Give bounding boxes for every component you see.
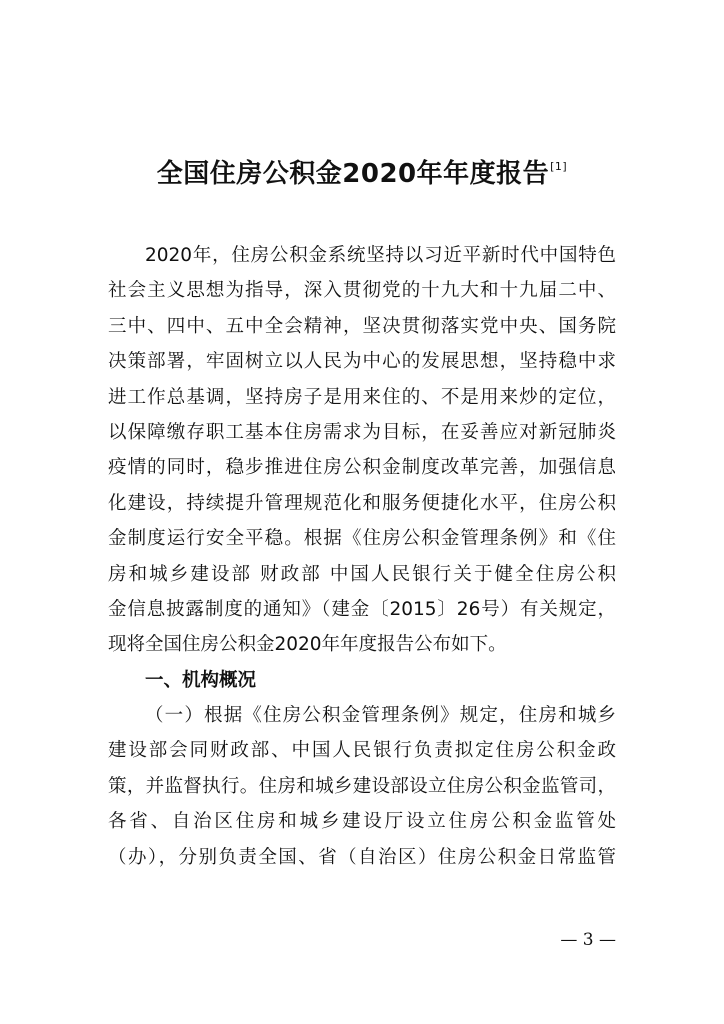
paragraph-2-line-3: 策，并监督执行。住房和城乡建设部设立住房公积金监管司， bbox=[108, 775, 616, 797]
paragraph-2-line-5: （办），分别负责全国、省（自治区）住房公积金日常监管 bbox=[108, 846, 616, 868]
paragraph-1-line-6: 以保障缴存职工基本住房需求为目标，在妥善应对新冠肺炎 bbox=[108, 421, 616, 443]
paragraph-2-line-2: 建设部会同财政部、中国人民银行负责拟定住房公积金政 bbox=[108, 740, 616, 762]
paragraph-1-line-11: 金信息披露制度的通知》（建金〔2015〕26号）有关规定， bbox=[108, 598, 616, 620]
document-title-text: 全国住房公积金2020年年度报告 bbox=[156, 159, 550, 189]
paragraph-2-line-4: 各省、自治区住房和城乡建设厅设立住房公积金监管处 bbox=[108, 811, 616, 833]
paragraph-1-line-12: 现将全国住房公积金2020年年度报告公布如下。 bbox=[108, 634, 507, 656]
paragraph-1-line-1: 2020年，住房公积金系统坚持以习近平新时代中国特色 bbox=[145, 245, 616, 266]
paragraph-1-line-4: 决策部署，牢固树立以人民为中心的发展思想，坚持稳中求 bbox=[108, 351, 616, 373]
paragraph-1-line-7: 疫情的同时，稳步推进住房公积金制度改革完善，加强信息 bbox=[108, 457, 616, 479]
paragraph-1-line-5: 进工作总基调，坚持房子是用来住的、不是用来炒的定位， bbox=[108, 386, 616, 408]
title-footnote-marker[interactable]: [1] bbox=[550, 160, 568, 173]
paragraph-1-line-3: 三中、四中、五中全会精神，坚决贯彻落实党中央、国务院 bbox=[108, 315, 616, 337]
document-title bbox=[0, 153, 724, 190]
page-number: — 3 — bbox=[560, 930, 616, 950]
paragraph-1-line-2: 社会主义思想为指导，深入贯彻党的十九大和十九届二中、 bbox=[108, 280, 616, 302]
paragraph-1-line-8: 化建设，持续提升管理规范化和服务便捷化水平，住房公积 bbox=[108, 492, 616, 514]
paragraph-1-line-9: 金制度运行安全平稳。根据《住房公积金管理条例》和《住 bbox=[108, 528, 616, 550]
paragraph-1-line-10: 房和城乡建设部 财政部 中国人民银行关于健全住房公积 bbox=[108, 563, 616, 585]
paragraph-2-line-1: （一）根据《住房公积金管理条例》规定，住房和城乡 bbox=[145, 705, 616, 727]
document-body bbox=[108, 238, 616, 875]
section-heading-institutions: 一、机构概况 bbox=[145, 669, 257, 691]
